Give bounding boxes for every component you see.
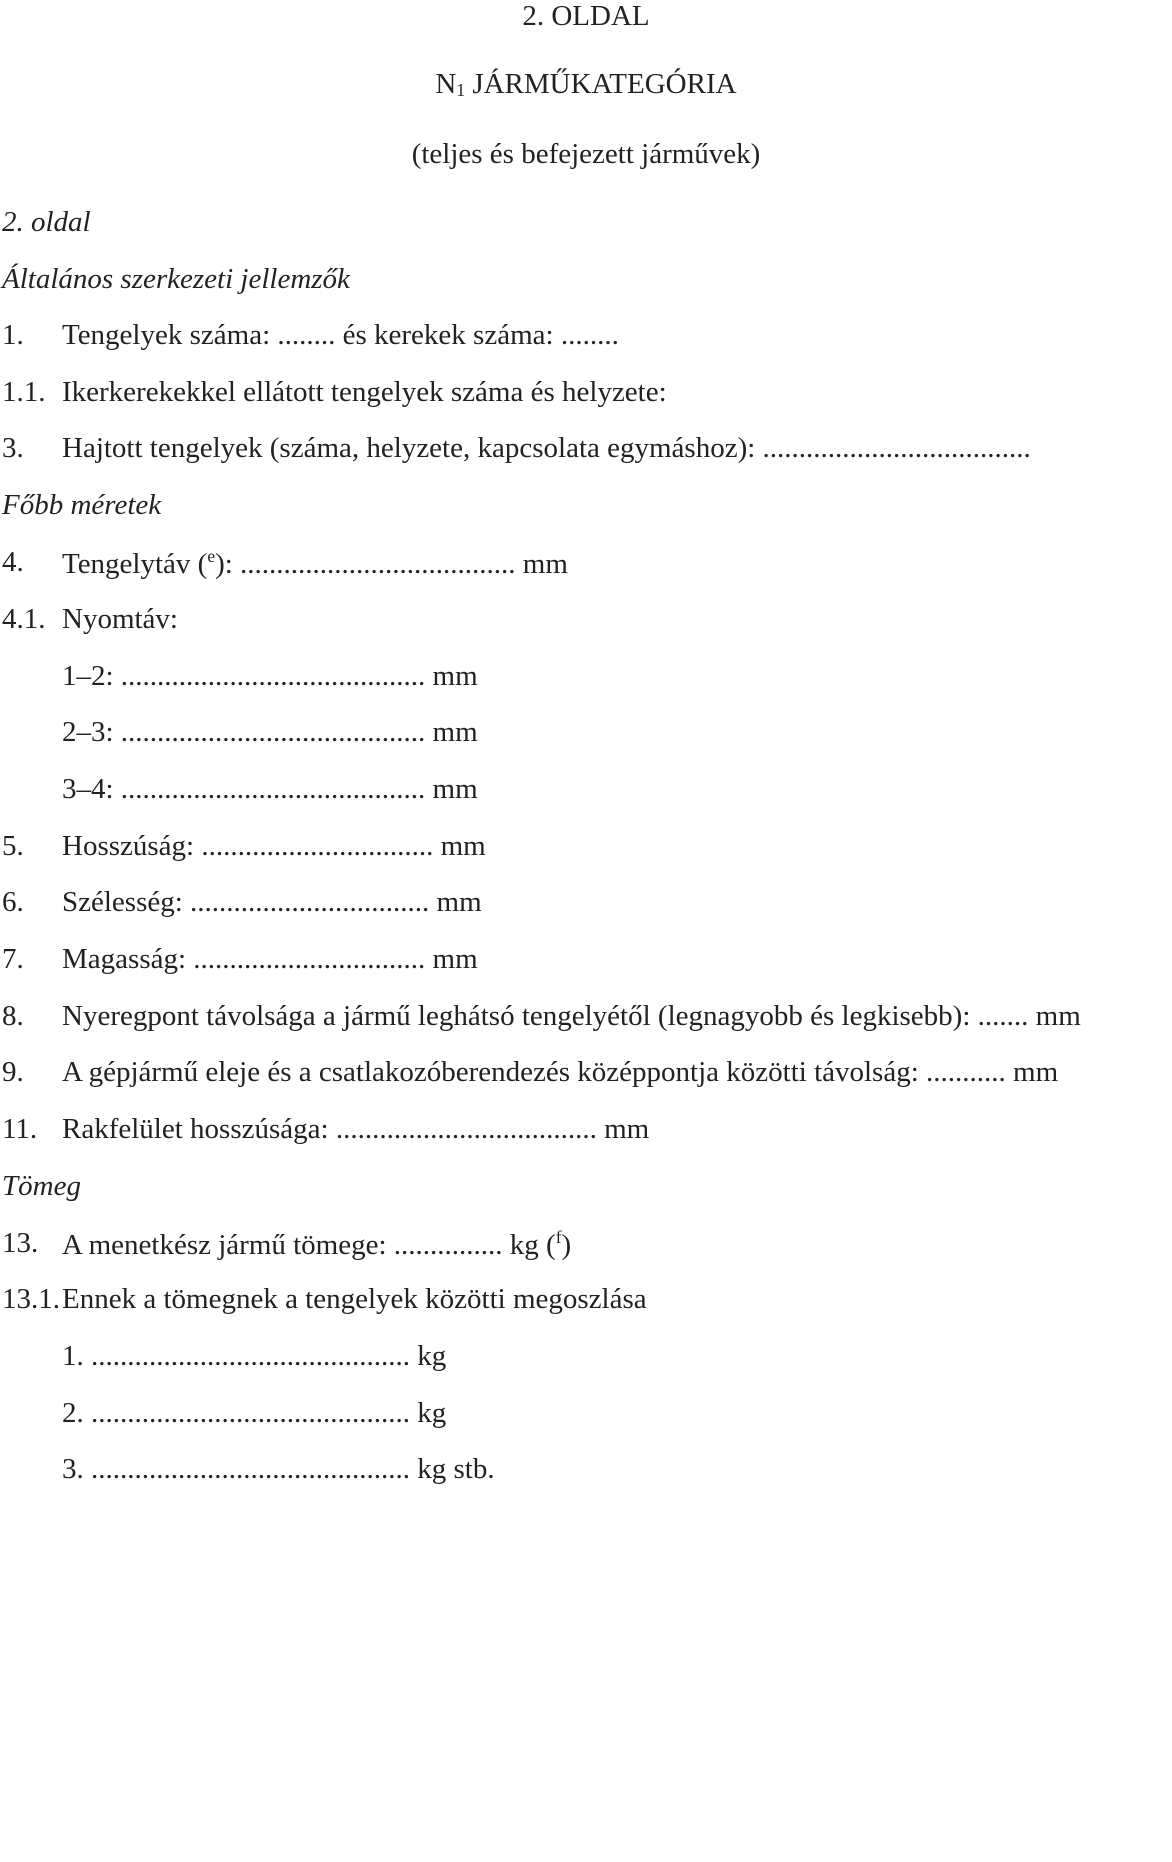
track-row: 1–2: .......................................... mm [62, 660, 478, 692]
axle-mass-row: 3. ............................................ kg stb. [62, 1453, 495, 1485]
item-length: Hosszúság: ................................ mm [62, 830, 486, 862]
footnote-mark: f [555, 1227, 562, 1247]
item-width: Szélesség: ................................. mm [62, 886, 482, 918]
mass-label: A menetkész jármű tömege: ............... kg ( [62, 1229, 556, 1261]
item-number: 1. [2, 319, 24, 351]
item-number: 11. [2, 1113, 38, 1145]
item-number: 13.1. [2, 1283, 60, 1315]
section-heading-mass: Tömeg [2, 1170, 81, 1202]
track-row: 2–3: .......................................... mm [62, 716, 478, 748]
item-number: 8. [2, 1000, 24, 1032]
axle-mass-row: 2. ............................................ kg [62, 1397, 447, 1429]
category-rest: JÁRMŰKATEGÓRIA [465, 68, 737, 100]
item-axles-wheels: Tengelyek száma: ........ és kerekek száma: ........ [62, 319, 619, 351]
axle-mass-row: 1. ............................................ kg [62, 1340, 447, 1372]
page-reference: 2. oldal [2, 206, 91, 238]
section-heading-general: Általános szerkezeti jellemzők [2, 263, 350, 295]
item-number: 3. [2, 432, 24, 464]
item-height: Magasság: ................................ mm [62, 943, 478, 975]
item-running-order-mass [62, 1229, 571, 1260]
mass-close: ) [561, 1229, 572, 1261]
wheelbase-value: ): ...................................... mm [215, 548, 568, 580]
category-subscript: 1 [456, 80, 466, 100]
item-number: 6. [2, 886, 24, 918]
item-number: 9. [2, 1056, 24, 1088]
item-number: 13. [2, 1227, 39, 1259]
item-driven-axles: Hajtott tengelyek (száma, helyzete, kapcsolata egymáshoz): ..................................... [62, 432, 1031, 464]
vehicle-category-title [0, 70, 1172, 99]
item-track-width: Nyomtáv: [62, 603, 178, 635]
item-twin-wheel-axles: Ikerkerekekkel ellátott tengelyek száma és helyzete: [62, 376, 667, 408]
item-loading-area-length: Rakfelület hosszúsága: .................................... mm [62, 1113, 650, 1145]
item-mass-distribution: Ennek a tömegnek a tengelyek közötti megoszlása [62, 1283, 647, 1315]
item-number: 5. [2, 830, 24, 862]
item-number: 7. [2, 943, 24, 975]
item-number: 1.1. [2, 376, 46, 408]
footnote-mark: e [207, 546, 216, 566]
item-fifth-wheel-distance: Nyeregpont távolsága a jármű leghátsó tengelyétől (legnagyobb és legkisebb): ....... mm [62, 1000, 1081, 1032]
category-prefix: N [435, 68, 457, 100]
item-coupling-distance: A gépjármű eleje és a csatlakozóberendezés középpontja közötti távolság: ........... mm [62, 1056, 1059, 1088]
track-row: 3–4: .......................................... mm [62, 773, 478, 805]
item-number: 4. [2, 546, 24, 578]
item-wheelbase [62, 548, 568, 579]
page-label: 2. OLDAL [522, 0, 650, 32]
document-subtitle: (teljes és befejezett járművek) [411, 138, 761, 170]
item-number: 4.1. [2, 603, 46, 635]
wheelbase-label: Tengelytáv ( [62, 548, 208, 580]
section-heading-dimensions: Főbb méretek [2, 489, 162, 521]
